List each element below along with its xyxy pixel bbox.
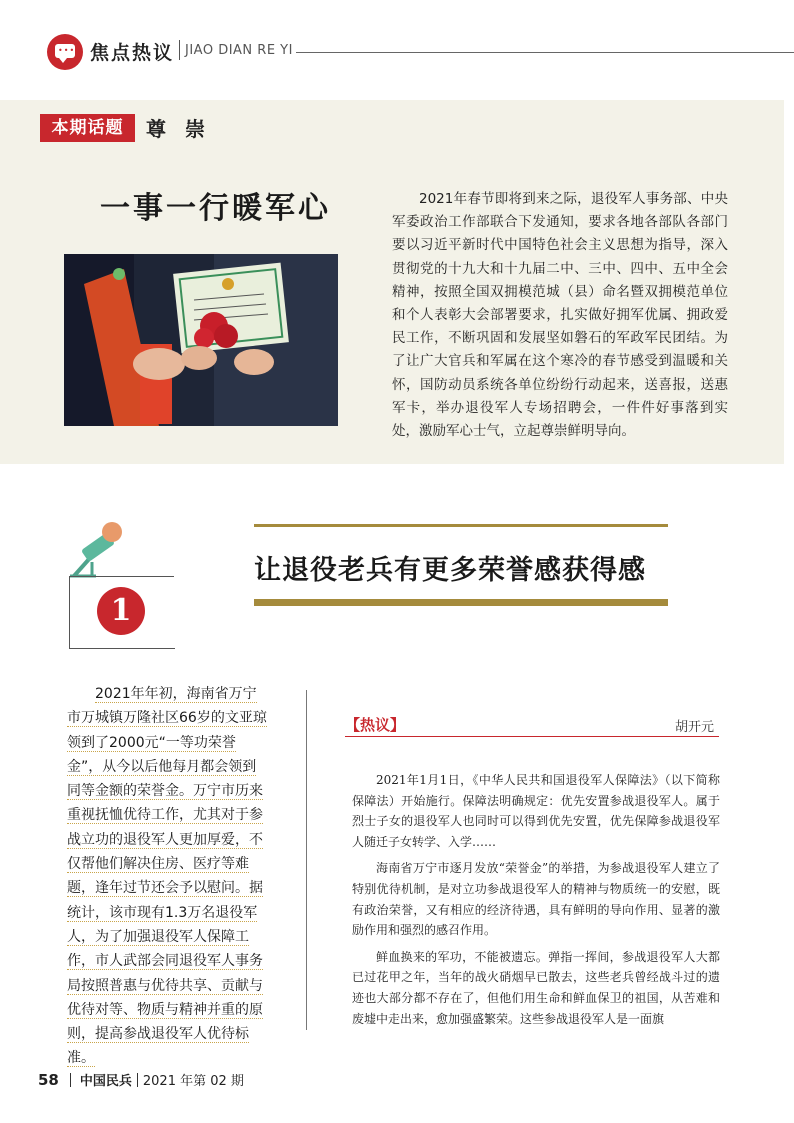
header-separator	[179, 40, 180, 60]
article-title: 一事一行暖军心	[100, 191, 331, 226]
footer-separator	[70, 1073, 71, 1087]
hot-discussion-author: 胡开元	[675, 720, 715, 735]
footer-separator	[137, 1073, 138, 1087]
header-rule	[296, 52, 794, 53]
hot-discussion-body	[352, 770, 720, 1035]
hot-paragraph: 2021年1月1日，《中华人民共和国退役军人保障法》（以下简称保障法）开始施行。保障法明确规定：优先安置参战退役军人。属于烈士子女的退役军人也同时可以得到优先安置，优先保障参战退役军人随迁子女转学、入学……	[352, 773, 720, 849]
issue-info: 2021 年第 02 期	[142, 1074, 244, 1089]
hot-discussion-label: 【热议】	[345, 716, 406, 734]
page-footer	[38, 1070, 244, 1089]
topic-tag: 本期话题	[40, 114, 135, 142]
hot-discussion-rule	[345, 736, 719, 737]
column-divider	[306, 690, 307, 1030]
microphone-icon	[64, 518, 134, 578]
hot-paragraph: 鲜血换来的军功，不能被遗忘。弹指一挥间，参战退役军人大都已过花甲之年，当年的战火硝烟早已散去，这些老兵曾经战斗过的遗迹也大部分都不存在了，但他们用生命和鲜血保卫的祖国，从苦难和废墟中走出来，愈加强盛繁荣。这些参战退役军人是一面旗	[352, 949, 720, 1026]
section-body	[67, 682, 267, 1071]
page-number: 58	[38, 1071, 59, 1089]
topic-name: 尊 崇	[146, 117, 211, 141]
section-bar-bottom	[254, 599, 668, 606]
section-title: 让退役老兵有更多荣誉感获得感	[254, 555, 646, 586]
hot-paragraph: 海南省万宁市逐月发放“荣誉金”的举措，为参战退役军人建立了特别优待机制，是对立功参战退役军人的精神与物质统一的安慰，既有政治荣誉，又有相应的经济待遇，具有鲜明的导向作用、显著的激励作用和强烈的感召作用。	[352, 861, 720, 938]
section-number: 1	[97, 587, 145, 635]
magazine-name: 中国民兵	[79, 1074, 132, 1089]
photo-award-ceremony	[64, 254, 338, 426]
column-subtitle-en: JIAO DIAN RE YI	[185, 43, 293, 58]
speech-bubble-icon: •••	[47, 34, 83, 70]
column-title: 焦点热议	[90, 42, 175, 64]
section-bar-top	[254, 524, 668, 527]
article-intro: 2021年春节即将到来之际，退役军人事务部、中央军委政治工作部联合下发通知，要求各地各部队各部门要以习近平新时代中国特色社会主义思想为指导，深入贯彻党的十九大和十九届二中、三中、四中、五中全会精神，按照全国双拥模范城（县）命名暨双拥模范单位和个人表彰大会部署要求，扎实做好拥军优属、拥政爱民工作，不断巩固和发展坚如磐石的军政军民团结。为了让广大官兵和军属在这个寒冷的春节感受到温暖和关怀，国防动员系统各单位纷纷行动起来，送喜报，送惠军卡，举办退役军人专场招聘会，一件件好事落到实处，激励军心士气，立起尊崇鲜明导向。	[392, 191, 728, 440]
section-body-text: 2021年年初，海南省万宁市万城镇万隆社区66岁的文亚琼领到了2000元“一等功荣誉金”，从今以后他每月都会领到同等金额的荣誉金。万宁市历来重视抚恤优待工作，尤其对于参战立功的退役军人更加厚爱，不仅帮他们解决住房、医疗等难题，逢年过节还会予以慰问。据统计，该市现有1.3万名退役军人，为了加强退役军人保障工作，市人武部会同退役军人事务局按照普惠与优待共享、贡献与优待对等、物质与精神并重的原则，提高参战退役军人优待标准。	[67, 686, 267, 1067]
